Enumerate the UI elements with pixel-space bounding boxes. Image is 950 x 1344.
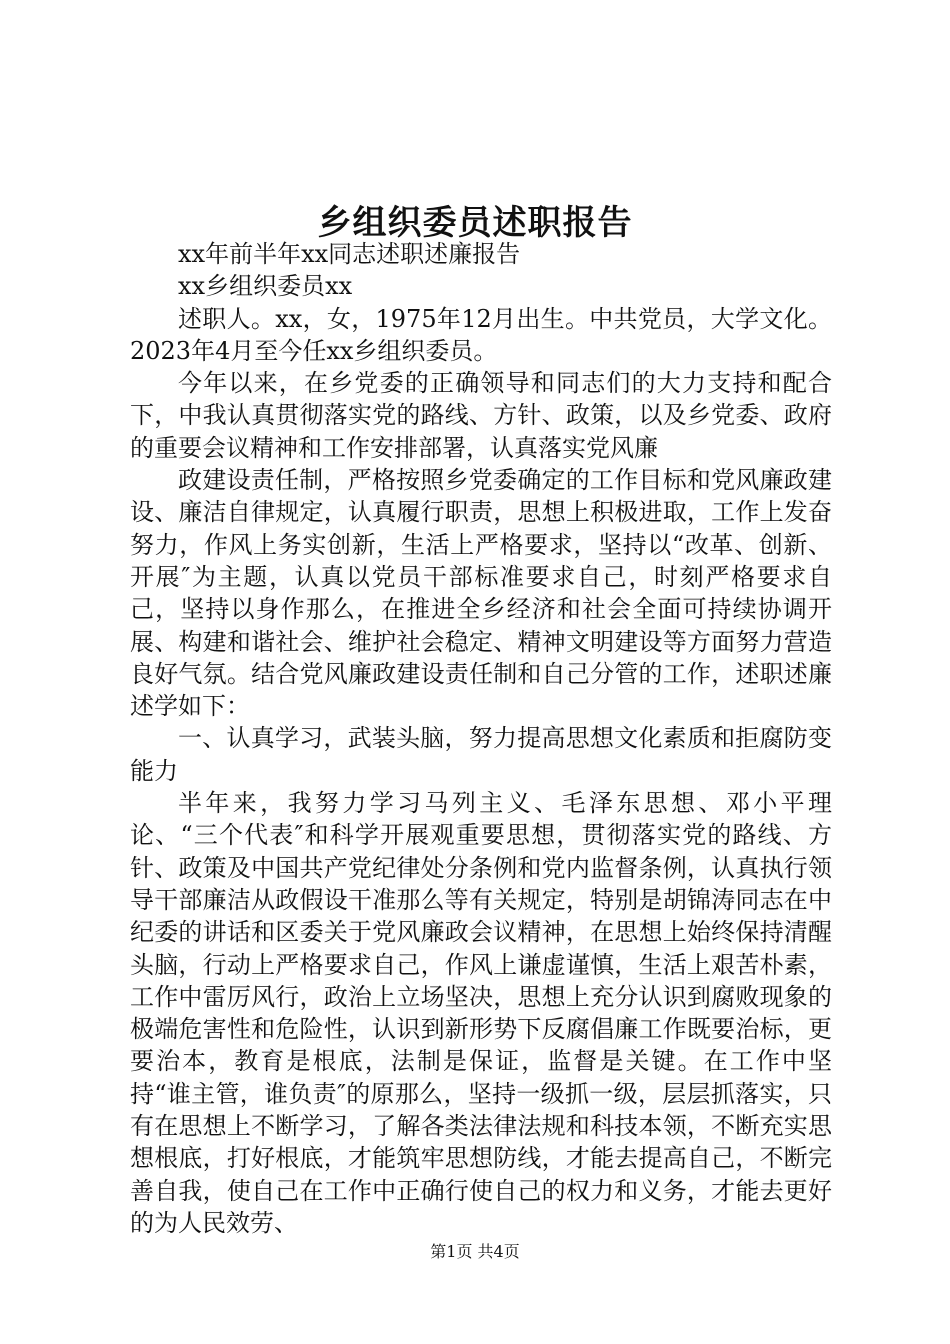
- paragraph-report-heading: xx年前半年xx同志述职述廉报告: [178, 240, 521, 268]
- paragraph-intro: 今年以来，在乡党委的正确领导和同志们的大力支持和配合下，中我认真贯彻落实党的路线、方针、政策，以及乡党委、政府的重要会议精神和工作安排部署，认真落实党风廉: [130, 369, 832, 462]
- paragraph-study: 半年来，我努力学习马列主义、毛泽东思想、邓小平理论、“三个代表″和科学开展观重要思想，贯彻落实党的路线、方针、政策及中国共产党纪律处分条例和党内监督条例，认真执行领导干部廉洁从政假设干准那么等有关规定，特别是胡锦涛同志在中纪委的讲话和区委关于党风廉政会议精神，在思想上始终保持清醒头脑，行动上严格要求自己，作风上谦虚谨慎，生活上艰苦朴素，工作中雷厉风行，政治上立场坚决，思想上充分认识到腐败现象的极端危害性和危险性，认识到新形势下反腐倡廉工作既要治标，更要治本，教育是根底，法制是保证，监督是关键。在工作中坚持“谁主管，谁负责″的原那么，坚持一级抓一级，层层抓落实，只有在思想上不断学习，了解各类法律法规和科技本领，不断充实思想根底，打好根底，才能筑牢思想防线，才能去提高自己，不断完善自我，使自己在工作中正确行使自己的权力和义务，才能去更好的为人民效劳、: [130, 789, 832, 1237]
- page-number-footer: 第1页 共4页: [430, 1242, 520, 1261]
- paragraph-author-line: xx乡组织委员xx: [178, 272, 353, 301]
- section-heading-1: 一、认真学习，武装头脑，努力提高思想文化素质和拒腐防变能力: [130, 724, 832, 785]
- document-body: [130, 238, 832, 1239]
- paragraph-responsibility: 政建设责任制，严格按照乡党委确定的工作目标和党风廉政建设、廉洁自律规定，认真履行职责，思想上积极进取，工作上发奋努力，作风上务实创新，生活上严格要求，坚持以“改革、创新、开展″为主题，认真以党员干部标准要求自己，时刻严格要求自己，坚持以身作那么，在推进全乡经济和社会全面可持续协调开展、构建和谐社会、维护社会稳定、精神文明建设等方面努力营造良好气氛。结合党风廉政建设责任制和自己分管的工作，述职述廉述学如下：: [130, 466, 832, 721]
- paragraph-personal-info: 述职人。xx，女，1975年12月出生。中共党员，大学文化。2023年4月至今任xx乡组织委员。: [130, 304, 832, 365]
- document-title: 乡组织委员述职报告: [317, 202, 633, 243]
